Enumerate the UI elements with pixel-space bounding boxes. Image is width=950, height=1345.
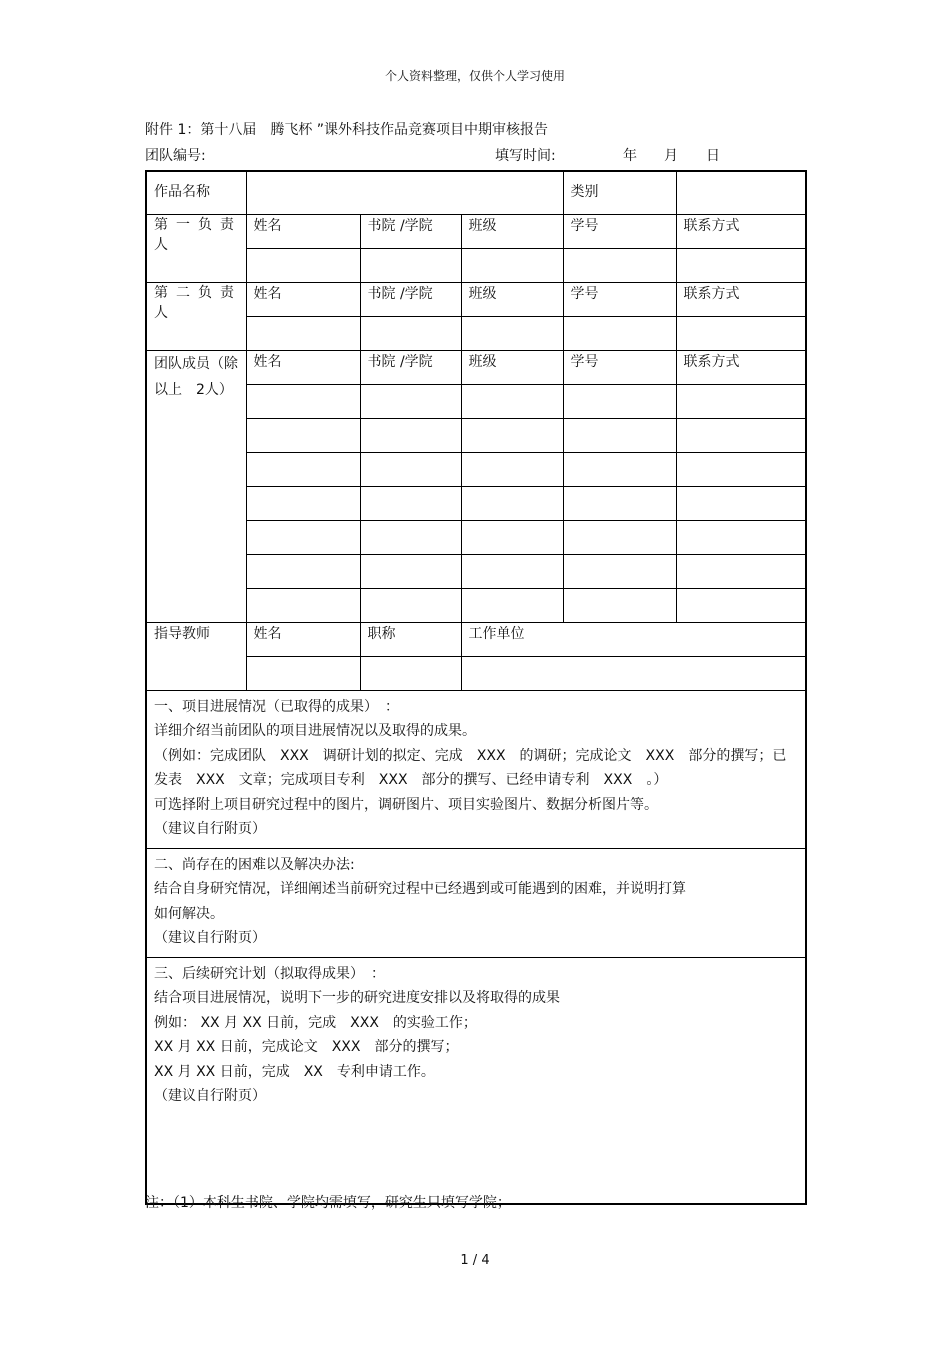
- leader1-class-field[interactable]: [461, 248, 563, 282]
- section-plan-line: （建议自行附页）: [154, 1088, 266, 1104]
- member-contact-field[interactable]: [676, 520, 806, 554]
- footnote: 注：（1）本科生书院、学院均需填写，研究生只填写学院；: [145, 1195, 511, 1211]
- member-name-field[interactable]: [246, 588, 360, 622]
- leader1-label: 第 一 负 责 人: [146, 214, 246, 282]
- member-class-field[interactable]: [461, 384, 563, 418]
- member-contact-field[interactable]: [676, 486, 806, 520]
- member-name-field[interactable]: [246, 520, 360, 554]
- advisor-label: 指导教师: [146, 622, 246, 690]
- advisor-title-field[interactable]: [360, 656, 461, 690]
- member-id-field[interactable]: [563, 520, 676, 554]
- member-class-field[interactable]: [461, 520, 563, 554]
- section-progress-line: （例如：完成团队 XXX 调研计划的拟定、完成 XXX 的调研；完成论文 XXX 部分的撰写；已发表 XXX 文章；完成项目专利 XXX 部分的撰写、已经申请专利 XXX 。）: [154, 747, 787, 788]
- member-contact-field[interactable]: [676, 452, 806, 486]
- section-progress[interactable]: [146, 690, 806, 848]
- leader2-class-field[interactable]: [461, 316, 563, 350]
- member-name-field[interactable]: [246, 418, 360, 452]
- work-name-label: 作品名称: [146, 171, 246, 214]
- members-col-name: 姓名: [246, 350, 360, 384]
- member-class-field[interactable]: [461, 486, 563, 520]
- date-day-label: 日: [706, 148, 720, 164]
- leader1-col-contact: 联系方式: [676, 214, 806, 248]
- section-difficulties-line: （建议自行附页）: [154, 930, 266, 946]
- section-plan-heading: 三、后续研究计划（拟取得成果） ：: [154, 965, 385, 982]
- member-college-field[interactable]: [360, 384, 461, 418]
- advisor-name-field[interactable]: [246, 656, 360, 690]
- leader1-id-field[interactable]: [563, 248, 676, 282]
- advisor-unit-field[interactable]: [461, 656, 806, 690]
- section-plan-line: 例如： XX 月 XX 日前，完成 XXX 的实验工作；: [154, 1014, 477, 1031]
- member-id-field[interactable]: [563, 452, 676, 486]
- section-plan-line: XX 月 XX 日前，完成论文 XXX 部分的撰写；: [154, 1039, 459, 1055]
- section-difficulties-heading: 二、尚存在的困难以及解决办法:: [154, 856, 355, 873]
- category-field[interactable]: [676, 171, 806, 214]
- member-name-field[interactable]: [246, 384, 360, 418]
- member-contact-field[interactable]: [676, 588, 806, 622]
- category-label: 类别: [563, 171, 676, 214]
- advisor-col-unit: 工作单位: [461, 622, 806, 656]
- leader1-col-class: 班级: [461, 214, 563, 248]
- member-college-field[interactable]: [360, 486, 461, 520]
- member-id-field[interactable]: [563, 588, 676, 622]
- section-progress-line: 可选择附上项目研究过程中的图片，调研图片、项目实验图片、数据分析图片等。: [154, 796, 658, 813]
- member-name-field[interactable]: [246, 452, 360, 486]
- members-col-college: 书院 /学院: [360, 350, 461, 384]
- member-college-field[interactable]: [360, 418, 461, 452]
- section-plan-line: 结合项目进展情况，说明下一步的研究进度安排以及将取得的成果: [154, 990, 560, 1006]
- member-name-field[interactable]: [246, 554, 360, 588]
- leader2-contact-field[interactable]: [676, 316, 806, 350]
- leader1-contact-field[interactable]: [676, 248, 806, 282]
- advisor-col-title: 职称: [360, 622, 461, 656]
- members-col-contact: 联系方式: [676, 350, 806, 384]
- leader2-name-field[interactable]: [246, 316, 360, 350]
- leader2-col-class: 班级: [461, 282, 563, 316]
- leader2-id-field[interactable]: [563, 316, 676, 350]
- leader1-col-id: 学号: [563, 214, 676, 248]
- member-college-field[interactable]: [360, 554, 461, 588]
- member-class-field[interactable]: [461, 452, 563, 486]
- leader2-label: 第 二 负 责 人: [146, 282, 246, 350]
- section-difficulties-line: 如何解决。: [154, 905, 224, 922]
- fill-time-label: 填写时间:: [495, 148, 556, 164]
- member-class-field[interactable]: [461, 588, 563, 622]
- page-header-text: 个人资料整理，仅供个人学习使用: [384, 69, 565, 83]
- section-progress-line: 详细介绍当前团队的项目进展情况以及取得的成果。: [154, 723, 476, 739]
- leader2-col-college: 书院 /学院: [360, 282, 461, 316]
- leader1-col-name: 姓名: [246, 214, 360, 248]
- document-title: 附件 1：第十八届 腾飞杯 ”课外科技作品竞赛项目中期审核报告: [145, 122, 549, 138]
- member-contact-field[interactable]: [676, 554, 806, 588]
- member-id-field[interactable]: [563, 384, 676, 418]
- leader2-col-id: 学号: [563, 282, 676, 316]
- member-id-field[interactable]: [563, 418, 676, 452]
- leader2-col-name: 姓名: [246, 282, 360, 316]
- member-contact-field[interactable]: [676, 384, 806, 418]
- section-progress-heading: 一、项目进展情况（已取得的成果） ：: [154, 698, 399, 715]
- advisor-col-name: 姓名: [246, 622, 360, 656]
- member-name-field[interactable]: [246, 486, 360, 520]
- date-month-label: 月: [664, 148, 678, 164]
- member-college-field[interactable]: [360, 588, 461, 622]
- work-name-field[interactable]: [246, 171, 563, 214]
- date-year-label: 年: [623, 148, 637, 164]
- members-label: 团队成员（除以上 2人）: [146, 350, 246, 622]
- section-difficulties-line: 结合自身研究情况，详细阐述当前研究过程中已经遇到或可能遇到的困难，并说明打算: [154, 881, 686, 897]
- section-plan-line: XX 月 XX 日前，完成 XX 专利申请工作。: [154, 1063, 435, 1080]
- leader2-college-field[interactable]: [360, 316, 461, 350]
- page-number: 1 / 4: [460, 1253, 490, 1268]
- members-col-id: 学号: [563, 350, 676, 384]
- team-number-label: 团队编号:: [145, 148, 206, 164]
- section-progress-line: （建议自行附页）: [154, 821, 266, 837]
- member-contact-field[interactable]: [676, 418, 806, 452]
- member-id-field[interactable]: [563, 486, 676, 520]
- report-form-table: [145, 170, 807, 1205]
- leader1-name-field[interactable]: [246, 248, 360, 282]
- leader1-college-field[interactable]: [360, 248, 461, 282]
- member-id-field[interactable]: [563, 554, 676, 588]
- section-difficulties[interactable]: [146, 848, 806, 957]
- member-college-field[interactable]: [360, 520, 461, 554]
- member-college-field[interactable]: [360, 452, 461, 486]
- leader2-col-contact: 联系方式: [676, 282, 806, 316]
- member-class-field[interactable]: [461, 554, 563, 588]
- members-col-class: 班级: [461, 350, 563, 384]
- member-class-field[interactable]: [461, 418, 563, 452]
- leader1-col-college: 书院 /学院: [360, 214, 461, 248]
- section-plan[interactable]: [146, 957, 806, 1204]
